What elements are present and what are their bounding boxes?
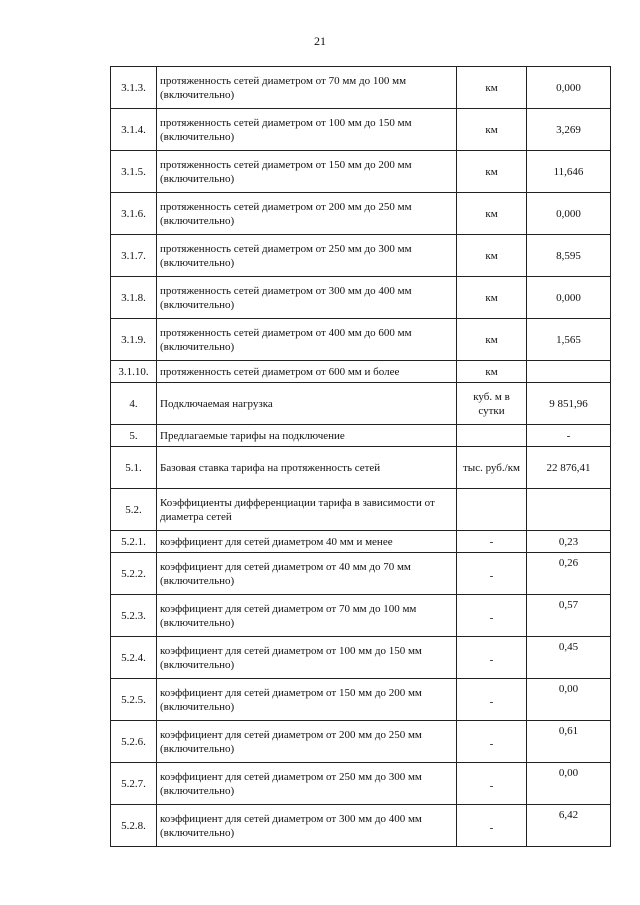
row-number: 5.2.2. (111, 553, 157, 595)
row-unit: - (457, 763, 527, 805)
row-unit: куб. м в сутки (457, 383, 527, 425)
row-value: 0,45 (527, 637, 611, 679)
table-row (111, 109, 611, 151)
row-number: 3.1.6. (111, 193, 157, 235)
row-value: 0,000 (527, 193, 611, 235)
row-value: 0,000 (527, 277, 611, 319)
row-unit: км (457, 319, 527, 361)
row-name: Предлагаемые тарифы на подключение (157, 425, 457, 447)
row-unit: - (457, 637, 527, 679)
row-name: коэффициент для сетей диаметром от 150 мм до 200 мм (включительно) (157, 679, 457, 721)
row-number: 5.2.4. (111, 637, 157, 679)
row-value (527, 361, 611, 383)
table-row (111, 235, 611, 277)
row-number: 3.1.7. (111, 235, 157, 277)
row-number: 3.1.8. (111, 277, 157, 319)
row-value: 22 876,41 (527, 447, 611, 489)
row-name: Базовая ставка тарифа на протяженность сетей (157, 447, 457, 489)
row-number: 3.1.10. (111, 361, 157, 383)
row-name: протяженность сетей диаметром от 250 мм до 300 мм (включительно) (157, 235, 457, 277)
row-unit (457, 489, 527, 531)
table-row (111, 637, 611, 679)
row-number: 3.1.9. (111, 319, 157, 361)
table-row (111, 595, 611, 637)
row-name: Коэффициенты дифференциации тарифа в зависимости от диаметра сетей (157, 489, 457, 531)
row-name: протяженность сетей диаметром от 200 мм до 250 мм (включительно) (157, 193, 457, 235)
table-row (111, 319, 611, 361)
row-name: коэффициент для сетей диаметром от 70 мм до 100 мм (включительно) (157, 595, 457, 637)
row-number: 5.2.7. (111, 763, 157, 805)
table-row (111, 553, 611, 595)
row-unit: - (457, 679, 527, 721)
row-unit: км (457, 67, 527, 109)
row-value: 8,595 (527, 235, 611, 277)
table-row (111, 805, 611, 847)
row-value: 0,000 (527, 67, 611, 109)
row-name: коэффициент для сетей диаметром от 300 мм до 400 мм (включительно) (157, 805, 457, 847)
row-number: 3.1.3. (111, 67, 157, 109)
page-number: 21 (314, 34, 326, 48)
row-unit: - (457, 721, 527, 763)
row-unit: км (457, 193, 527, 235)
row-value: 0,61 (527, 721, 611, 763)
row-name: протяженность сетей диаметром от 300 мм до 400 мм (включительно) (157, 277, 457, 319)
row-value: 6,42 (527, 805, 611, 847)
row-value: 0,00 (527, 763, 611, 805)
row-unit: - (457, 553, 527, 595)
table-row (111, 489, 611, 531)
row-number: 5.2.5. (111, 679, 157, 721)
row-value: 9 851,96 (527, 383, 611, 425)
row-name: протяженность сетей диаметром от 150 мм до 200 мм (включительно) (157, 151, 457, 193)
table-row (111, 447, 611, 489)
row-name: протяженность сетей диаметром от 600 мм и более (157, 361, 457, 383)
row-value: 1,565 (527, 319, 611, 361)
table-row (111, 361, 611, 383)
row-number: 3.1.4. (111, 109, 157, 151)
row-unit: км (457, 109, 527, 151)
row-unit: км (457, 277, 527, 319)
row-unit: тыс. руб./км (457, 447, 527, 489)
row-name: коэффициент для сетей диаметром от 40 мм до 70 мм (включительно) (157, 553, 457, 595)
row-unit: км (457, 361, 527, 383)
row-unit: км (457, 235, 527, 277)
row-value: 11,646 (527, 151, 611, 193)
row-number: 5.2.6. (111, 721, 157, 763)
row-value: 3,269 (527, 109, 611, 151)
table-row (111, 151, 611, 193)
row-value: - (527, 425, 611, 447)
row-value: 0,26 (527, 553, 611, 595)
row-unit: - (457, 805, 527, 847)
table-row (111, 763, 611, 805)
table-row (111, 193, 611, 235)
table-row (111, 383, 611, 425)
row-value: 0,00 (527, 679, 611, 721)
row-number: 4. (111, 383, 157, 425)
tariff-table (110, 66, 611, 847)
row-number: 3.1.5. (111, 151, 157, 193)
row-name: коэффициент для сетей диаметром от 200 мм до 250 мм (включительно) (157, 721, 457, 763)
row-name: протяженность сетей диаметром от 100 мм до 150 мм (включительно) (157, 109, 457, 151)
row-value: 0,23 (527, 531, 611, 553)
table-row (111, 67, 611, 109)
row-name: протяженность сетей диаметром от 400 мм до 600 мм (включительно) (157, 319, 457, 361)
table-row (111, 679, 611, 721)
row-name: коэффициент для сетей диаметром от 100 мм до 150 мм (включительно) (157, 637, 457, 679)
table-row (111, 721, 611, 763)
row-number: 5.2. (111, 489, 157, 531)
row-number: 5.1. (111, 447, 157, 489)
row-name: Подключаемая нагрузка (157, 383, 457, 425)
table-row (111, 531, 611, 553)
row-name: протяженность сетей диаметром от 70 мм до 100 мм (включительно) (157, 67, 457, 109)
row-number: 5.2.3. (111, 595, 157, 637)
table-row (111, 277, 611, 319)
row-unit: - (457, 595, 527, 637)
row-unit (457, 425, 527, 447)
row-unit: - (457, 531, 527, 553)
row-value: 0,57 (527, 595, 611, 637)
row-number: 5.2.1. (111, 531, 157, 553)
row-number: 5.2.8. (111, 805, 157, 847)
row-name: коэффициент для сетей диаметром 40 мм и менее (157, 531, 457, 553)
row-number: 5. (111, 425, 157, 447)
row-value (527, 489, 611, 531)
row-unit: км (457, 151, 527, 193)
row-name: коэффициент для сетей диаметром от 250 мм до 300 мм (включительно) (157, 763, 457, 805)
table-row (111, 425, 611, 447)
